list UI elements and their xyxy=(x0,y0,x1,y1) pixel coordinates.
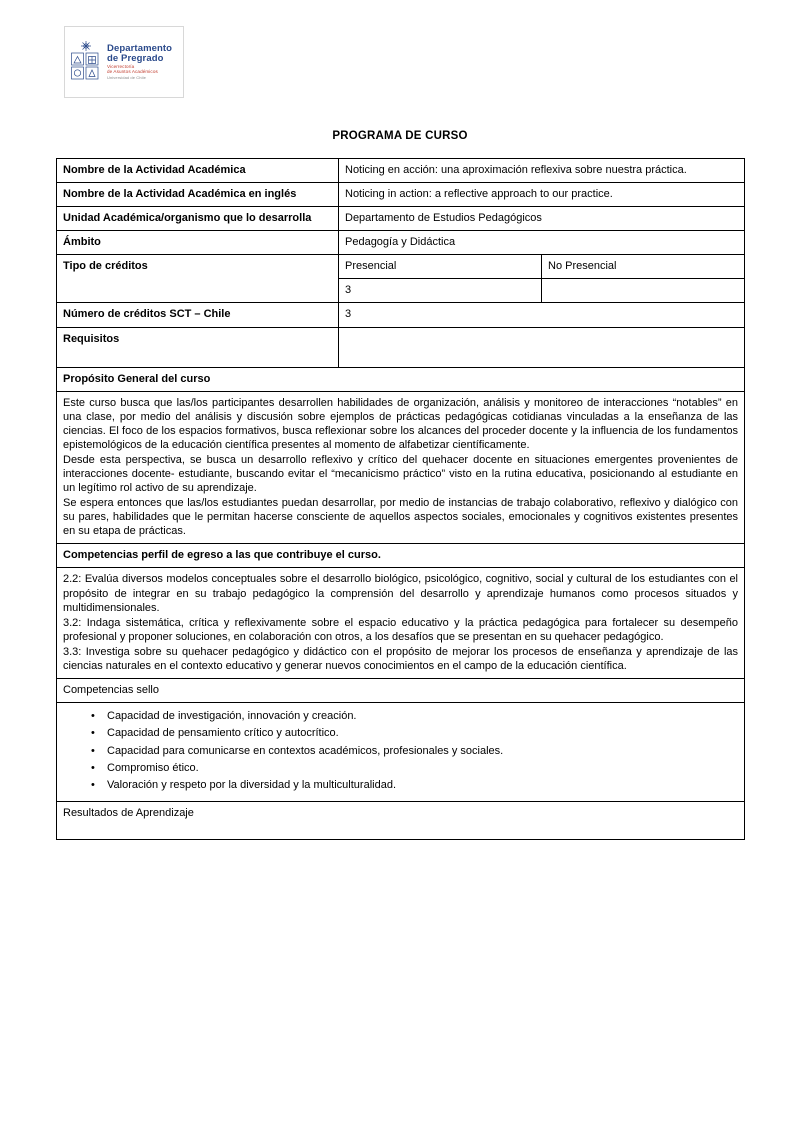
value-requisitos xyxy=(339,327,745,367)
value-ambito: Pedagogía y Didáctica xyxy=(339,231,745,255)
table-row xyxy=(57,367,745,391)
department-logo xyxy=(64,26,184,98)
list-item: • Compromiso ético. xyxy=(107,761,738,775)
section-competencias-sello xyxy=(57,703,745,801)
list-item: • Capacidad para comunicarse en contextos académicos, profesionales y sociales. xyxy=(107,744,738,758)
table-row xyxy=(57,327,745,367)
table-row xyxy=(57,207,745,231)
label-nombre-ingles: Nombre de la Actividad Académica en inglés xyxy=(57,183,339,207)
label-creditos-sct: Número de créditos SCT – Chile xyxy=(57,303,339,327)
value-creditos-sct: 3 xyxy=(339,303,745,327)
table-row xyxy=(57,231,745,255)
value-nombre-ingles: Noticing in action: a reflective approach to our practice. xyxy=(339,183,745,207)
section-competencias-perfil xyxy=(57,568,745,679)
label-tipo-creditos: Tipo de créditos xyxy=(57,255,339,303)
page-title: PROGRAMA DE CURSO xyxy=(332,130,468,142)
proposito-paragraph-3: Se espera entonces que las/los estudiantes puedan desarrollar, por medio de instancias de trabajo colaborativo, reflexivo y dialógico con su pares, habilidades que le permitan hacerse consciente de aquellos aspectos sociales, emocionales y cognitivos existentes presentes en su etapa de prácticas. xyxy=(63,497,739,538)
label-ambito: Ámbito xyxy=(57,231,339,255)
table-row xyxy=(57,159,745,183)
proposito-paragraph-1: Este curso busca que las/los participantes desarrollen habilidades de organización, análisis y monitoreo de interacciones “notables” en una clase, por medio del análisis y discusión sobre ejemplos de prácticas pedagógicas cotidianas vinculadas a la enseñanza de las ciencias. El foco de los espacios formativos, busca reflexionar sobre los alcances del proceder docente y la influencia de los fundamentos epistemológicos de la educación científica presentes al momento de alfabetizar científicamente. xyxy=(63,396,739,451)
university-seal-icon xyxy=(69,39,103,85)
header-proposito-general: Propósito General del curso xyxy=(57,367,745,391)
table-row xyxy=(57,303,745,327)
list-item: • Capacidad de investigación, innovación y creación. xyxy=(107,709,738,723)
logo-line-4: de Asuntos Académicos xyxy=(107,68,158,74)
table-row xyxy=(57,255,745,279)
value-presencial: 3 xyxy=(339,279,542,303)
competencias-sello-list xyxy=(63,709,738,792)
competencia-3-2: 3.2: Indaga sistemática, crítica y reflexivamente sobre el espacio educativo y la práctica pedagógica para fortalecer su desempeño profesional y proponer soluciones, en colaboración con otros, a los desafíos que se presentan en su quehacer pedagógico. xyxy=(63,616,739,643)
header-competencias-perfil: Competencias perfil de egreso a las que contribuye el curso. xyxy=(57,544,745,568)
proposito-paragraph-2: Desde esta perspectiva, se busca un desarrollo reflexivo y crítico del quehacer docente en situaciones emergentes provenientes de interacciones docente- estudiante, buscando evitar el “mecanicismo práctico” visto en la rutina educativa, posicionando al estudiante en un legítimo rol activo de su aprendizaje. xyxy=(63,453,739,495)
table-row xyxy=(57,703,745,801)
label-nombre-actividad: Nombre de la Actividad Académica xyxy=(57,159,339,183)
competencia-2-2: 2.2: Evalúa diversos modelos conceptuales sobre el desarrollo biológico, psicológico, cognitivo, social y cultural de los estudiantes con el propósito de integrar en su trabajo pedagógico la comprensión del desarrollo y aprendizaje humanos como procesos situados y multidimensionales. xyxy=(63,573,739,614)
value-nombre-actividad: Noticing en acción: una aproximación reflexiva sobre nuestra práctica. xyxy=(339,159,745,183)
competencia-3-3: 3.3: Investiga sobre su quehacer pedagógico y didáctico con el propósito de mejorar los procesos de enseñanza y aprendizaje de las ciencias naturales en el contexto educativo y generar nuevos conocimientos en el campo de la educación científica. xyxy=(63,645,739,672)
section-proposito-general xyxy=(57,391,745,544)
logo-line-1: Departamento xyxy=(107,43,173,55)
value-no-presencial xyxy=(542,279,745,303)
label-presencial: Presencial xyxy=(339,255,542,279)
logo-line-3: Vicerrectoría xyxy=(107,64,135,70)
logo-line-5: Universidad de Chile xyxy=(107,74,146,80)
header-competencias-sello: Competencias sello xyxy=(57,679,745,703)
label-no-presencial: No Presencial xyxy=(542,255,745,279)
table-row xyxy=(57,801,745,839)
table-row xyxy=(57,183,745,207)
table-row xyxy=(57,679,745,703)
label-requisitos: Requisitos xyxy=(57,327,339,367)
value-unidad-academica: Departamento de Estudios Pedagógicos xyxy=(339,207,745,231)
logo-line-2: de Pregrado xyxy=(107,53,164,65)
table-row xyxy=(57,391,745,544)
label-unidad-academica: Unidad Académica/organismo que lo desarrolla xyxy=(57,207,339,231)
table-row xyxy=(57,544,745,568)
table-row xyxy=(57,568,745,679)
list-item: • Capacidad de pensamiento crítico y autocrítico. xyxy=(107,726,738,740)
course-program-table xyxy=(56,158,745,840)
list-item: • Valoración y respeto por la diversidad y la multiculturalidad. xyxy=(107,778,738,792)
header-resultados-aprendizaje: Resultados de Aprendizaje xyxy=(57,801,745,839)
